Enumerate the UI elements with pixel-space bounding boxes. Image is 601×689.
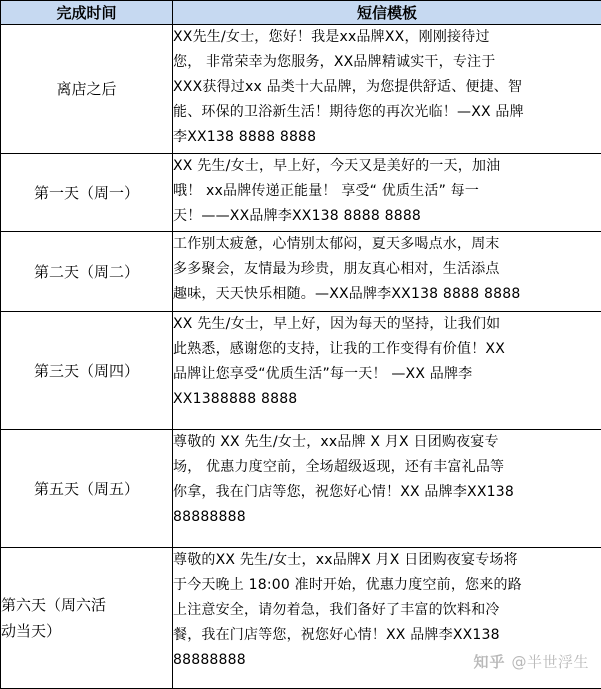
message-line: 于今天晚上 18:00 准时开始，优惠力度空前，您来的路 [173,573,601,598]
message-line: XXX获得过xx 品类十大品牌，为您提供舒适、便捷、智 [173,75,601,100]
time-cell: 第二天（周二） [1,232,173,312]
message-line: 李XX138 8888 8888 [173,125,601,150]
message-line: 哦！ xx品牌传递正能量！ 享受“ 优质生活” 每一 [173,179,601,204]
message-line: 尊敬的XX 先生/女士，xx品牌X 月X 日团购夜宴专场将 [173,548,601,573]
message-line: 能、环保的卫浴新生活！期待您的再次光临！—XX 品牌 [173,100,601,125]
message-line: XX1388888 8888 [173,387,601,412]
message-line: 餐，我在门店等您，祝您好心情！XX 品牌李XX138 [173,623,601,648]
message-line: 多多聚会，友情最为珍贵，朋友真心相对，生活添点 [173,257,601,282]
message-line: 你拿，我在门店等您，祝您好心情！XX 品牌李XX138 [173,480,601,505]
time-cell: 第一天（周一） [1,154,173,232]
message-cell [173,430,601,548]
time-cell [1,548,173,689]
message-cell [173,312,601,430]
table-row [1,25,601,154]
message-line: 趣味，天天快乐相随。—XX品牌李XX138 8888 8888 [173,282,601,307]
header-template: 短信模板 [173,1,601,25]
message-line: XX 先生/女士，早上好，今天又是美好的一天，加油 [173,154,601,179]
message-cell [173,154,601,232]
time-cell: 第五天（周五） [1,430,173,548]
message-line: XX先生/女士，您好！我是xx品牌XX，刚刚接待过 [173,25,601,50]
time-line: 动当天） [1,618,172,644]
header-time: 完成时间 [1,1,173,25]
table-row [1,154,601,232]
message-line: 天！——XX品牌李XX138 8888 8888 [173,204,601,229]
message-line: 尊敬的 XX 先生/女士，xx品牌 X 月X 日团购夜宴专 [173,430,601,455]
watermark-author: @半世浮生 [511,651,589,672]
message-line: 88888888 [173,505,601,530]
table-row [1,312,601,430]
message-line: XX 先生/女士，早上好，因为每天的坚持，让我们如 [173,312,601,337]
table-row [1,430,601,548]
message-line: 您， 非常荣幸为您服务，XX品牌精诚实干，专注于 [173,50,601,75]
time-cell: 离店之后 [1,25,173,154]
time-line: 第六天（周六活 [1,592,172,618]
message-cell [173,232,601,312]
table-header-row [1,1,601,25]
message-line: 88888888 [173,648,601,673]
message-line: 工作别太疲惫，心情别太郁闷，夏天多喝点水，周末 [173,232,601,257]
message-line: 上注意安全，请勿着急，我们备好了丰富的饮料和冷 [173,598,601,623]
time-cell: 第三天（周四） [1,312,173,430]
watermark-brand: 知乎 [473,651,505,672]
message-line: 品牌让您享受“优质生活”每一天！ —XX 品牌李 [173,362,601,387]
watermark [473,651,589,672]
message-cell [173,25,601,154]
message-line: 场， 优惠力度空前，全场超级返现，还有丰富礼品等 [173,455,601,480]
message-line: 此熟悉，感谢您的支持，让我的工作变得有价值！XX [173,337,601,362]
table-row [1,232,601,312]
